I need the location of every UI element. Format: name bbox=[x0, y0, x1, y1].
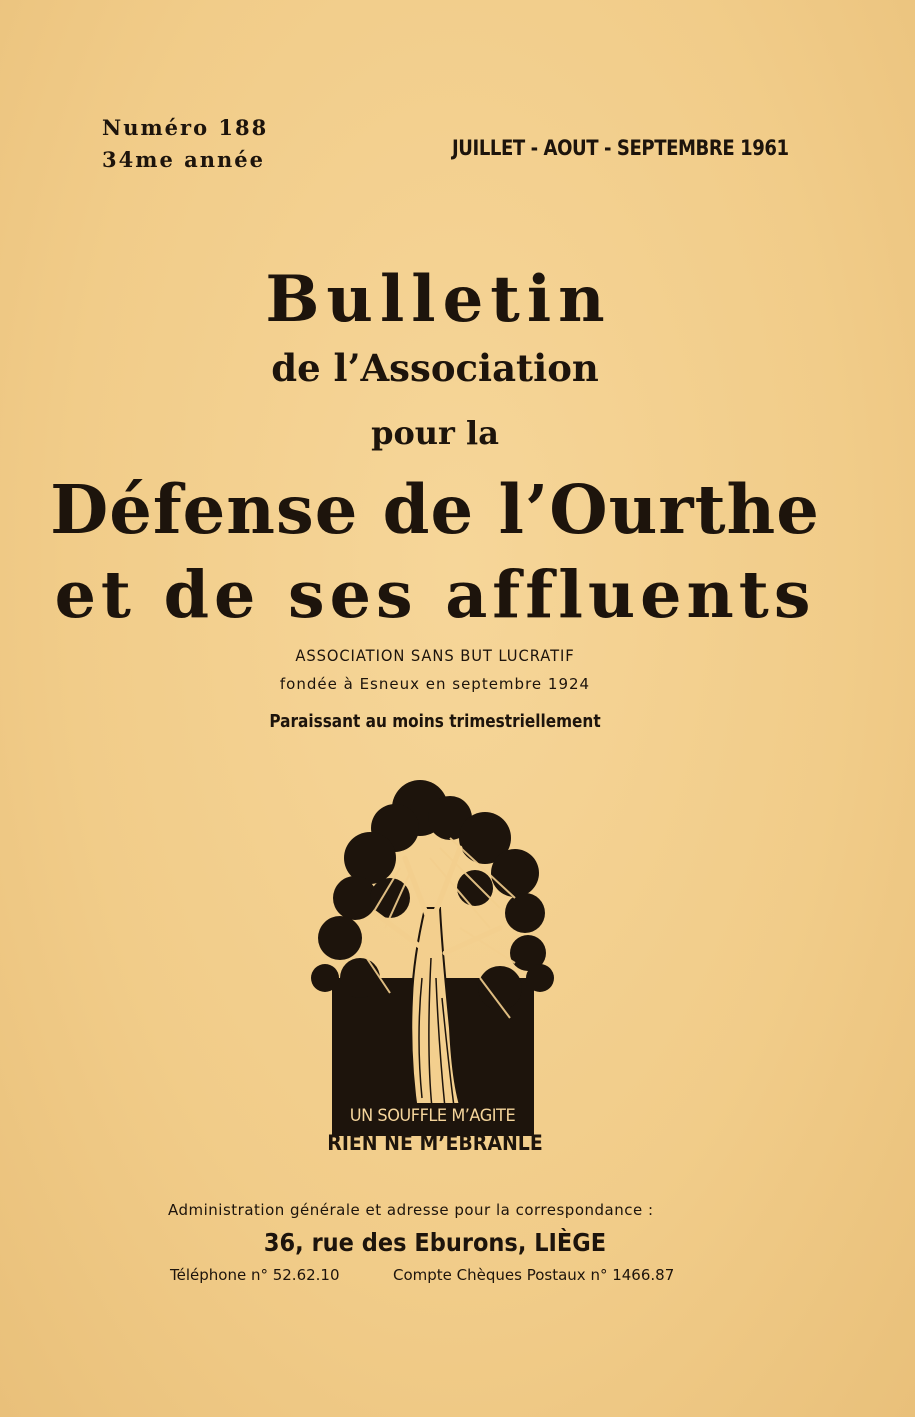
association-status: ASSOCIATION SANS BUT LUCRATIF bbox=[295, 646, 575, 665]
title-bulletin: Bulletin bbox=[265, 262, 612, 337]
title-defense-ourthe: Défense de l’Ourthe bbox=[50, 470, 820, 549]
title-association: de l’Association bbox=[271, 346, 599, 390]
oak-tree-woodcut-icon bbox=[300, 778, 560, 1158]
postal-address: 36, rue des Eburons, LIÈGE bbox=[263, 1228, 607, 1257]
title-pour-la: pour la bbox=[371, 414, 499, 452]
telephone-number: Téléphone n° 52.62.10 bbox=[170, 1266, 340, 1284]
publication-frequency: Paraissant au moins trimestriellement bbox=[269, 711, 601, 732]
publication-period: JUILLET - AOUT - SEPTEMBRE 1961 bbox=[452, 136, 789, 160]
postal-account: Compte Chèques Postaux n° 1466.87 bbox=[393, 1266, 675, 1284]
founding-note: fondée à Esneux en septembre 1924 bbox=[279, 675, 591, 693]
motto-line-2: RIEN NE M’EBRANLE bbox=[327, 1131, 543, 1155]
title-affluents: et de ses affluents bbox=[54, 557, 816, 633]
motto-line-1: UN SOUFFLE M’AGITE bbox=[349, 1106, 516, 1126]
admin-line: Administration générale et adresse pour la correspondance : bbox=[168, 1201, 654, 1219]
year-line: 34me année bbox=[102, 147, 265, 172]
issue-info bbox=[102, 112, 268, 176]
issue-number: Numéro 188 bbox=[102, 115, 269, 140]
